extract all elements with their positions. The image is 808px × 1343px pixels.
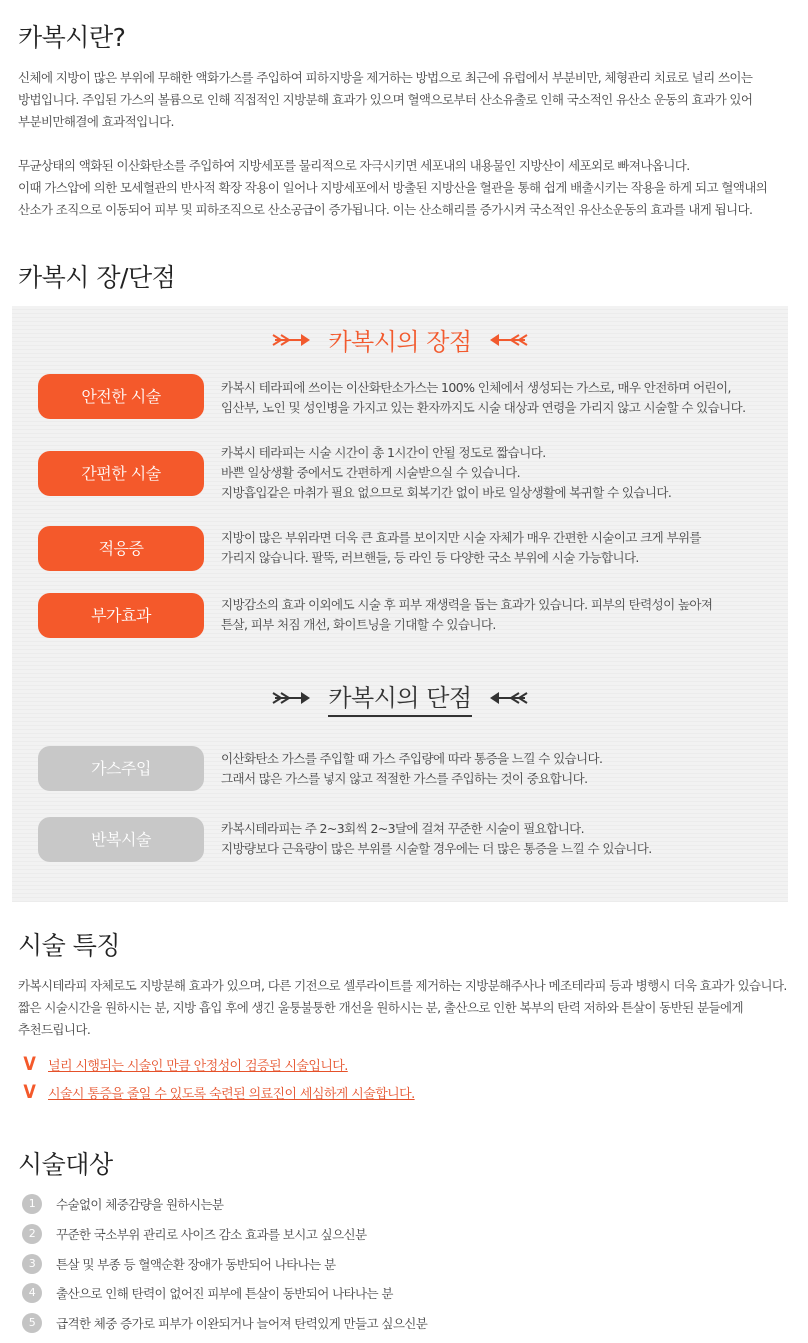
- number-circle-icon: 2: [22, 1224, 42, 1244]
- text-line: 이때 가스압에 의한 모세혈관의 반사적 확장 작용이 일어나 지방세포에서 방출된 지방산을 혈관을 통해 쉽게 배출시키는 작용을 하게 되고 혈액내의: [18, 180, 768, 195]
- text-line: 방법입니다. 주입된 가스의 볼륨으로 인해 직접적인 지방분해 효과가 있으며 혈액으로부터 산소유출로 인해 국소적인 유산소 운동의 효과가 있어: [18, 92, 753, 107]
- pros-desc-extra: [221, 595, 712, 635]
- ornament-arrow-right-icon: [271, 689, 311, 707]
- desc-line: 카복시 테라피는 시술 시간이 총 1시간이 안될 정도로 짧습니다.: [221, 445, 546, 460]
- features-title: 시술 특징: [18, 931, 121, 960]
- target-text: 출산으로 인해 탄력이 없어진 피부에 튼살이 동반되어 나타나는 분: [56, 1286, 393, 1301]
- target-item: [22, 1194, 223, 1214]
- intro-title: 카복시란?: [18, 23, 126, 52]
- cons-heading-text: 카복시의 단점: [328, 678, 471, 717]
- number-circle-icon: 3: [22, 1254, 42, 1274]
- cons-desc-gas: [221, 749, 602, 789]
- pros-label-safe: 안전한 시술: [38, 374, 204, 419]
- number-circle-icon: 4: [22, 1283, 42, 1303]
- target-text: 꾸준한 국소부위 관리로 사이즈 감소 효과를 보시고 싶으신분: [56, 1227, 367, 1242]
- desc-line: 지방이 많은 부위라면 더욱 큰 효과를 보이지만 시술 자체가 매우 간편한 시술이고 크게 부위를: [221, 530, 701, 545]
- target-text: 수술없이 체중감량을 원하시는분: [56, 1197, 224, 1212]
- target-text: 급격한 체중 증가로 피부가 이완되거나 늘어져 탄력있게 만들고 싶으신분: [56, 1316, 428, 1331]
- desc-line: 임산부, 노인 및 성인병을 가지고 있는 환자까지도 시술 대상과 연령을 가리지 않고 시술할 수 있습니다.: [221, 400, 746, 415]
- text-line: 짧은 시술시간을 원하시는 분, 지방 흡입 후에 생긴 울퉁불퉁한 개선을 원하시는 분, 출산으로 인한 복부의 탄력 저하와 튼살이 동반된 분들에게: [18, 1000, 743, 1015]
- cons-desc-repeat: [221, 819, 652, 859]
- feature-check-item: [22, 1081, 415, 1103]
- target-item: [22, 1224, 367, 1244]
- features-paragraph: [18, 975, 798, 1041]
- pros-label-simple: 간편한 시술: [38, 451, 204, 496]
- desc-line: 지방감소의 효과 이외에도 시술 후 피부 재생력을 돕는 효과가 있습니다. 피부의 탄력성이 높아져: [221, 597, 713, 612]
- desc-line: 튼살, 피부 처짐 개선, 화이트닝을 기대할 수 있습니다.: [221, 617, 496, 632]
- target-text: 튼살 및 부종 등 혈액순환 장애가 동반되어 나타나는 분: [56, 1257, 336, 1272]
- number-circle-icon: 5: [22, 1313, 42, 1333]
- proscons-title: 카복시 장/단점: [18, 263, 176, 292]
- pros-label-extra: 부가효과: [38, 593, 204, 638]
- pros-label-indication: 적응증: [38, 526, 204, 571]
- pros-desc-indication: [221, 528, 701, 568]
- desc-line: 카복시테라피는 주 2~3회씩 2~3달에 걸쳐 꾸준한 시술이 필요합니다.: [221, 821, 585, 836]
- pros-heading: [12, 322, 788, 357]
- desc-line: 이산화탄소 가스를 주입할 때 가스 주입량에 따라 통증을 느낄 수 있습니다.: [221, 751, 603, 766]
- desc-line: 지방흡입같은 마취가 필요 없으므로 회복기간 없이 바로 일상생활에 복귀할 수 있습니다.: [221, 485, 672, 500]
- desc-line: 그래서 많은 가스를 넣지 않고 적절한 가스를 주입하는 것이 중요합니다.: [221, 771, 588, 786]
- feature-check-text: 널리 시행되는 시술인 만큼 안정성이 검증된 시술입니다.: [48, 1059, 348, 1074]
- desc-line: 카복시 테라피에 쓰이는 이산화탄소가스는 100% 인체에서 생성되는 가스로, 매우 안전하며 어린이,: [221, 380, 731, 395]
- intro-paragraph-1: [18, 67, 798, 133]
- pros-desc-safe: [221, 378, 745, 418]
- text-line: 부분비만해결에 효과적입니다.: [18, 114, 174, 129]
- feature-check-text: 시술시 통증을 줄일 수 있도록 숙련된 의료진이 세심하게 시술합니다.: [48, 1087, 415, 1102]
- desc-line: 지방량보다 근육량이 많은 부위를 시술할 경우에는 더 많은 통증을 느낄 수 있습니다.: [221, 841, 652, 856]
- desc-line: 바쁜 일상생활 중에서도 간편하게 시술받으실 수 있습니다.: [221, 465, 521, 480]
- ornament-arrow-left-icon: [489, 331, 529, 349]
- target-item: [22, 1313, 427, 1333]
- target-item: [22, 1254, 335, 1274]
- text-line: 추천드립니다.: [18, 1022, 91, 1037]
- proscons-panel: [12, 306, 788, 902]
- feature-check-item: [22, 1053, 348, 1075]
- cons-heading: [12, 678, 788, 717]
- pros-desc-simple: [221, 443, 671, 503]
- targets-title: 시술대상: [18, 1150, 113, 1179]
- ornament-arrow-right-icon: [271, 331, 311, 349]
- number-circle-icon: 1: [22, 1194, 42, 1214]
- text-line: 카복시테라피 자체로도 지방분해 효과가 있으며, 다른 기전으로 셀루라이트를 제거하는 지방분해주사나 메조테라피 등과 병행시 더욱 효과가 있습니다.: [18, 978, 787, 993]
- pros-heading-text: 카복시의 장점: [328, 328, 472, 356]
- text-line: 산소가 조직으로 이동되어 피부 및 피하조직으로 산소공급이 증가됩니다. 이는 산소해리를 증가시켜 국소적인 유산소운동의 효과를 내게 됩니다.: [18, 202, 753, 217]
- cons-label-repeat: 반복시술: [38, 817, 204, 862]
- desc-line: 가리지 않습니다. 팔뚝, 러브핸들, 등 라인 등 다양한 국소 부위에 시술 가능합니다.: [221, 550, 639, 565]
- check-v-icon: V: [23, 1081, 36, 1103]
- check-v-icon: V: [23, 1053, 36, 1075]
- text-line: 신체에 지방이 많은 부위에 무해한 액화가스를 주입하여 피하지방을 제거하는 방법으로 최근에 유럽에서 부분비만, 체형관리 치료로 널리 쓰이는: [18, 70, 753, 85]
- target-item: [22, 1283, 393, 1303]
- cons-label-gas: 가스주입: [38, 746, 204, 791]
- ornament-arrow-left-icon: [489, 689, 529, 707]
- intro-paragraph-2: [18, 155, 798, 221]
- text-line: 무균상태의 액화된 이산화탄소를 주입하여 지방세포를 물리적으로 자극시키면 세포내의 내용물인 지방산이 세포외로 빠져나옵니다.: [18, 158, 690, 173]
